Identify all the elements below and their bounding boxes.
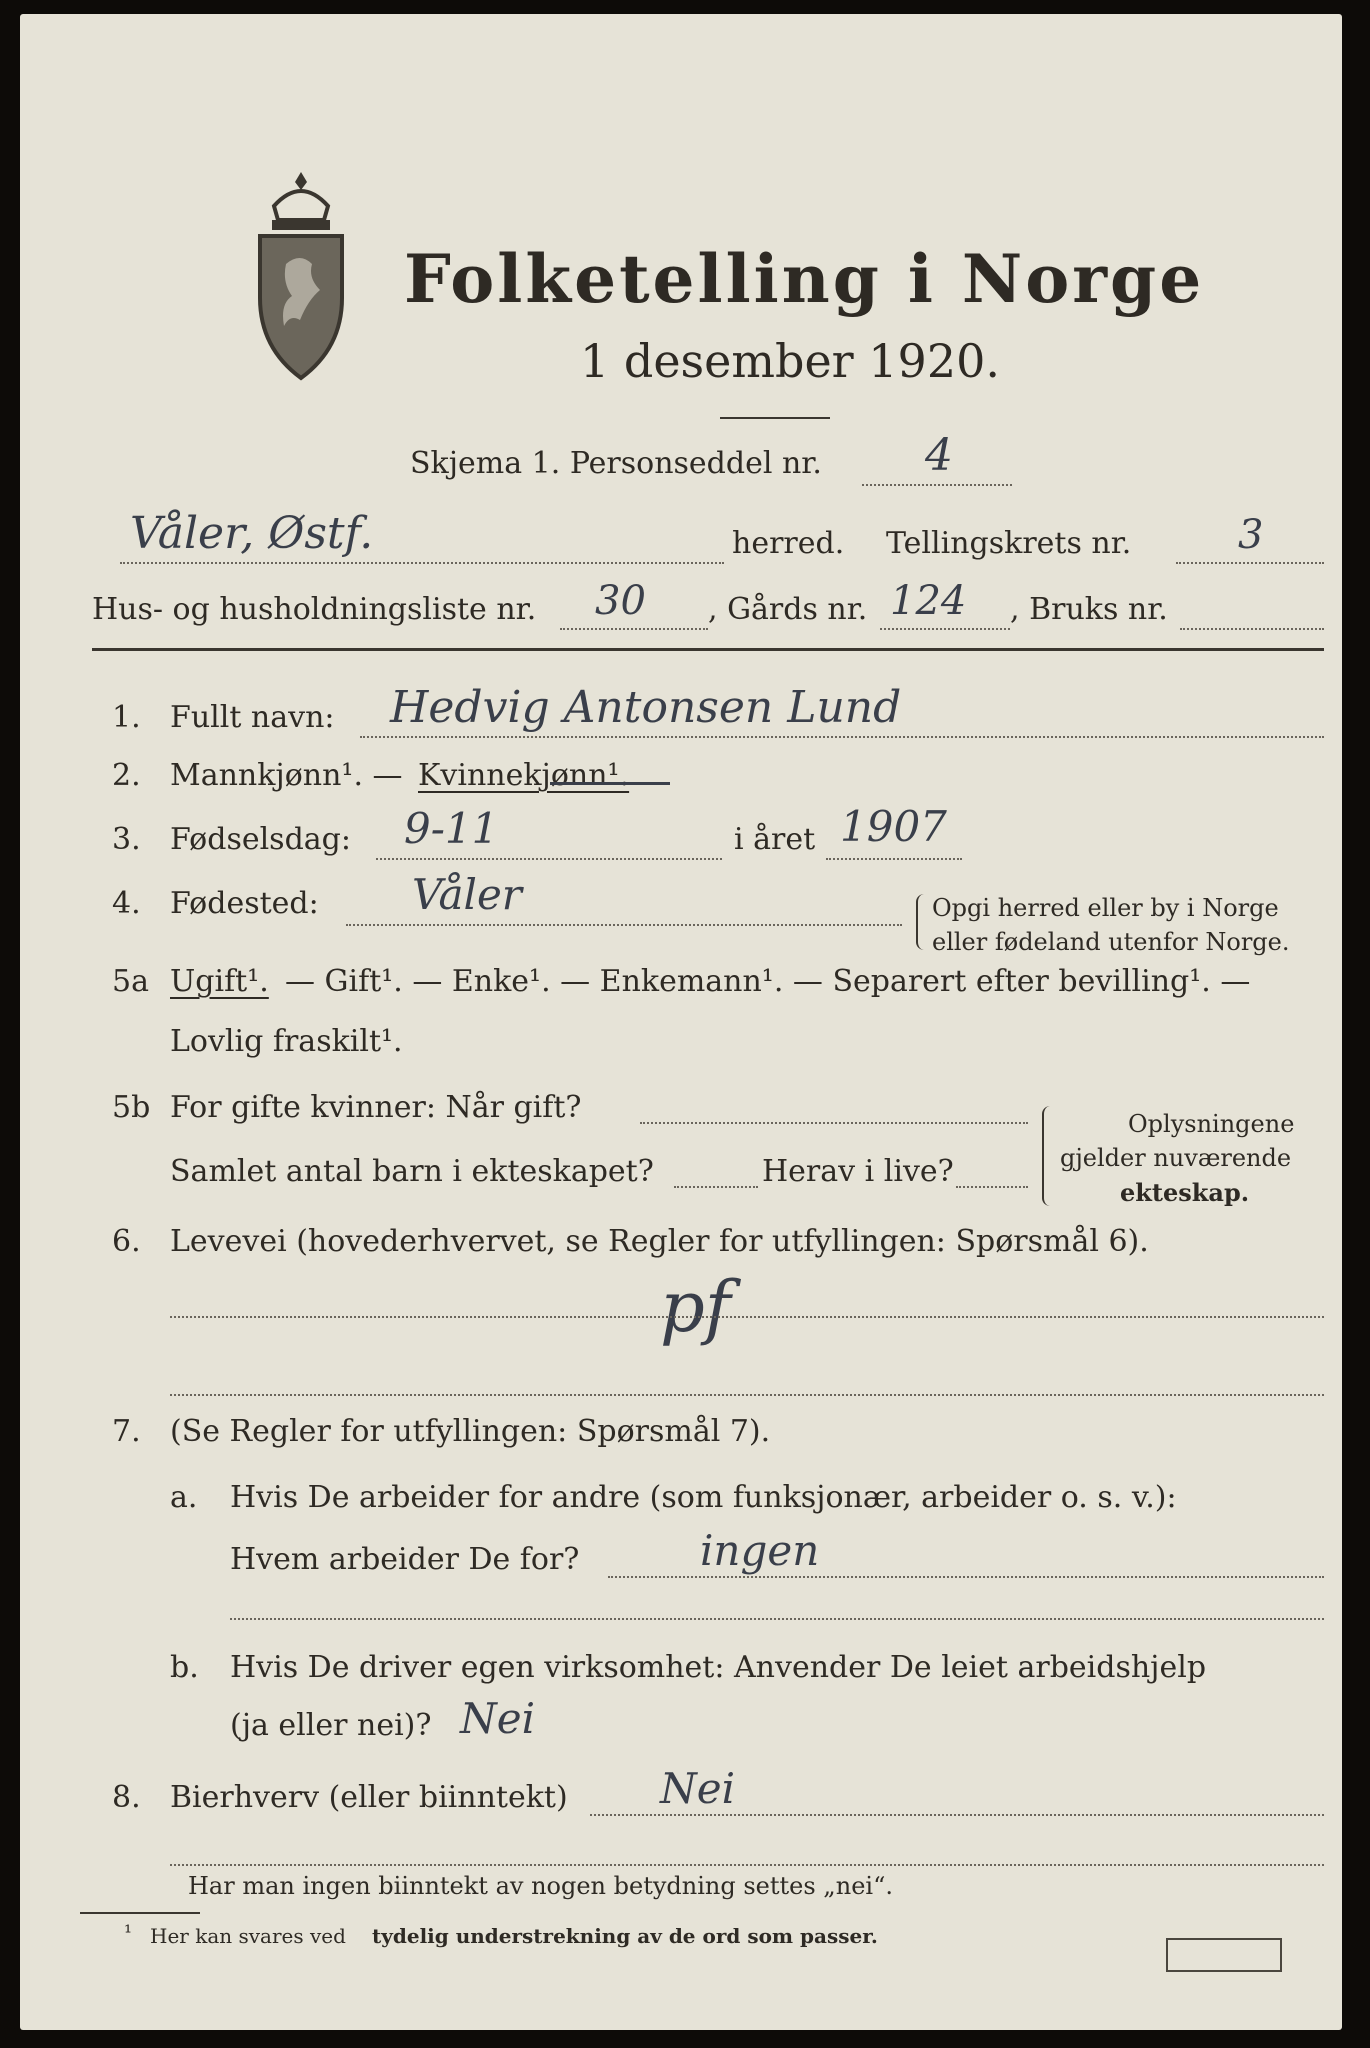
bruks-label: , Bruks nr. [1010,592,1168,627]
birth-date-value: 9-11 [404,804,499,853]
q7a-label: Hvis De arbeider for andre (som funksjonær, arbeider o. s. v.): [230,1480,1177,1515]
gards-value: 124 [890,578,967,624]
q4-note-line2: eller fødeland utenfor Norge. [932,928,1290,956]
q8-number: 8. [112,1780,141,1815]
employer-value: ingen [700,1526,820,1575]
herred-label: herred. [732,526,845,561]
q8-label: Bierhverv (eller biinntekt) [170,1780,568,1815]
q5b-number: 5b [112,1090,151,1125]
q2-number: 2. [112,758,141,793]
q7-label: (Se Regler for utfyllingen: Spørsmål 7). [170,1414,771,1449]
q7b-sub-label: (ja eller nei)? [230,1708,432,1743]
q5a-number: 5a [112,964,149,999]
q3-year-label: i året [734,822,816,857]
form-title: Folketelling i Norge [404,240,1205,318]
q7b-letter: b. [170,1650,199,1685]
q5b-note-line2: gjelder nuværende [1060,1144,1292,1172]
husliste-value: 30 [595,578,646,624]
birthplace-value: Våler [412,870,522,919]
q8-note: Har man ingen biinntekt av nogen betydning settes „nei“. [188,1872,893,1900]
title-divider [720,417,830,419]
marital-other-options: — Gift¹. — Enke¹. — Enkemann¹. — Separert efter bevilling¹. — [285,964,1251,999]
marital-divorced-option: Lovlig fraskilt¹. [170,1024,403,1059]
footnote-divider [80,1912,200,1914]
full-name-value: Hedvig Antonsen Lund [390,682,902,733]
herred-value: Våler, Østf. [130,508,374,559]
q5b-note-line3: ekteskap. [1120,1178,1250,1207]
birth-year-value: 1907 [840,802,947,851]
q7b-label: Hvis De driver egen virksomhet: Anvender De leiet arbeidshjelp [230,1650,1207,1685]
husliste-label: Hus- og husholdningsliste nr. [92,592,537,627]
marital-unmarried-option: Ugift¹. [170,964,269,999]
census-form-sheet [20,14,1342,2030]
schema-label: Skjema 1. Personseddel nr. [410,446,822,481]
q5b-note-line1: Oplysningene [1128,1110,1295,1138]
header-separator [92,648,1324,651]
tellingskrets-label: Tellingskrets nr. [886,526,1132,561]
q4-label: Fødested: [170,886,319,921]
q5b-children-label: Samlet antal barn i ekteskapet? [170,1154,654,1189]
occupation-value: pf [660,1266,731,1348]
q4-number: 4. [112,886,141,921]
q4-note-line1: Opgi herred eller by i Norge [932,894,1279,922]
q7a-letter: a. [170,1480,198,1515]
q3-number: 3. [112,822,141,857]
hired-help-value: Nei [460,1694,536,1743]
footnote-mark: ¹ [124,1920,133,1944]
q5b-alive-label: Herav i live? [762,1154,954,1189]
q3-label: Fødselsdag: [170,822,351,857]
footnote-text: Her kan svares ved [150,1924,346,1948]
gender-male-option: Mannkjønn¹. — [170,758,403,793]
gender-female-option: Kvinnekjønn¹. [418,758,630,793]
side-income-value: Nei [660,1764,736,1813]
q6-number: 6. [112,1224,141,1259]
q7-number: 7. [112,1414,141,1449]
q1-label: Fullt navn: [170,700,335,735]
footnote-text-bold: tydelig understrekning av de ord som passer. [372,1924,878,1948]
q6-label: Levevei (hovederhvervet, se Regler for utfyllingen: Spørsmål 6). [170,1224,1149,1259]
tellingskrets-value: 3 [1238,512,1264,558]
q5b-label: For gifte kvinner: Når gift? [170,1090,582,1125]
female-option-strike-mark [550,782,670,785]
q1-number: 1. [112,700,141,735]
norwegian-lion-coat-of-arms-icon [246,164,356,384]
census-date: 1 desember 1920. [580,334,1000,388]
personseddel-number: 4 [925,430,953,481]
gards-label: , Gårds nr. [708,592,868,627]
printer-stamp-icon [1166,1938,1282,1972]
q7a-sub-label: Hvem arbeider De for? [230,1542,580,1577]
